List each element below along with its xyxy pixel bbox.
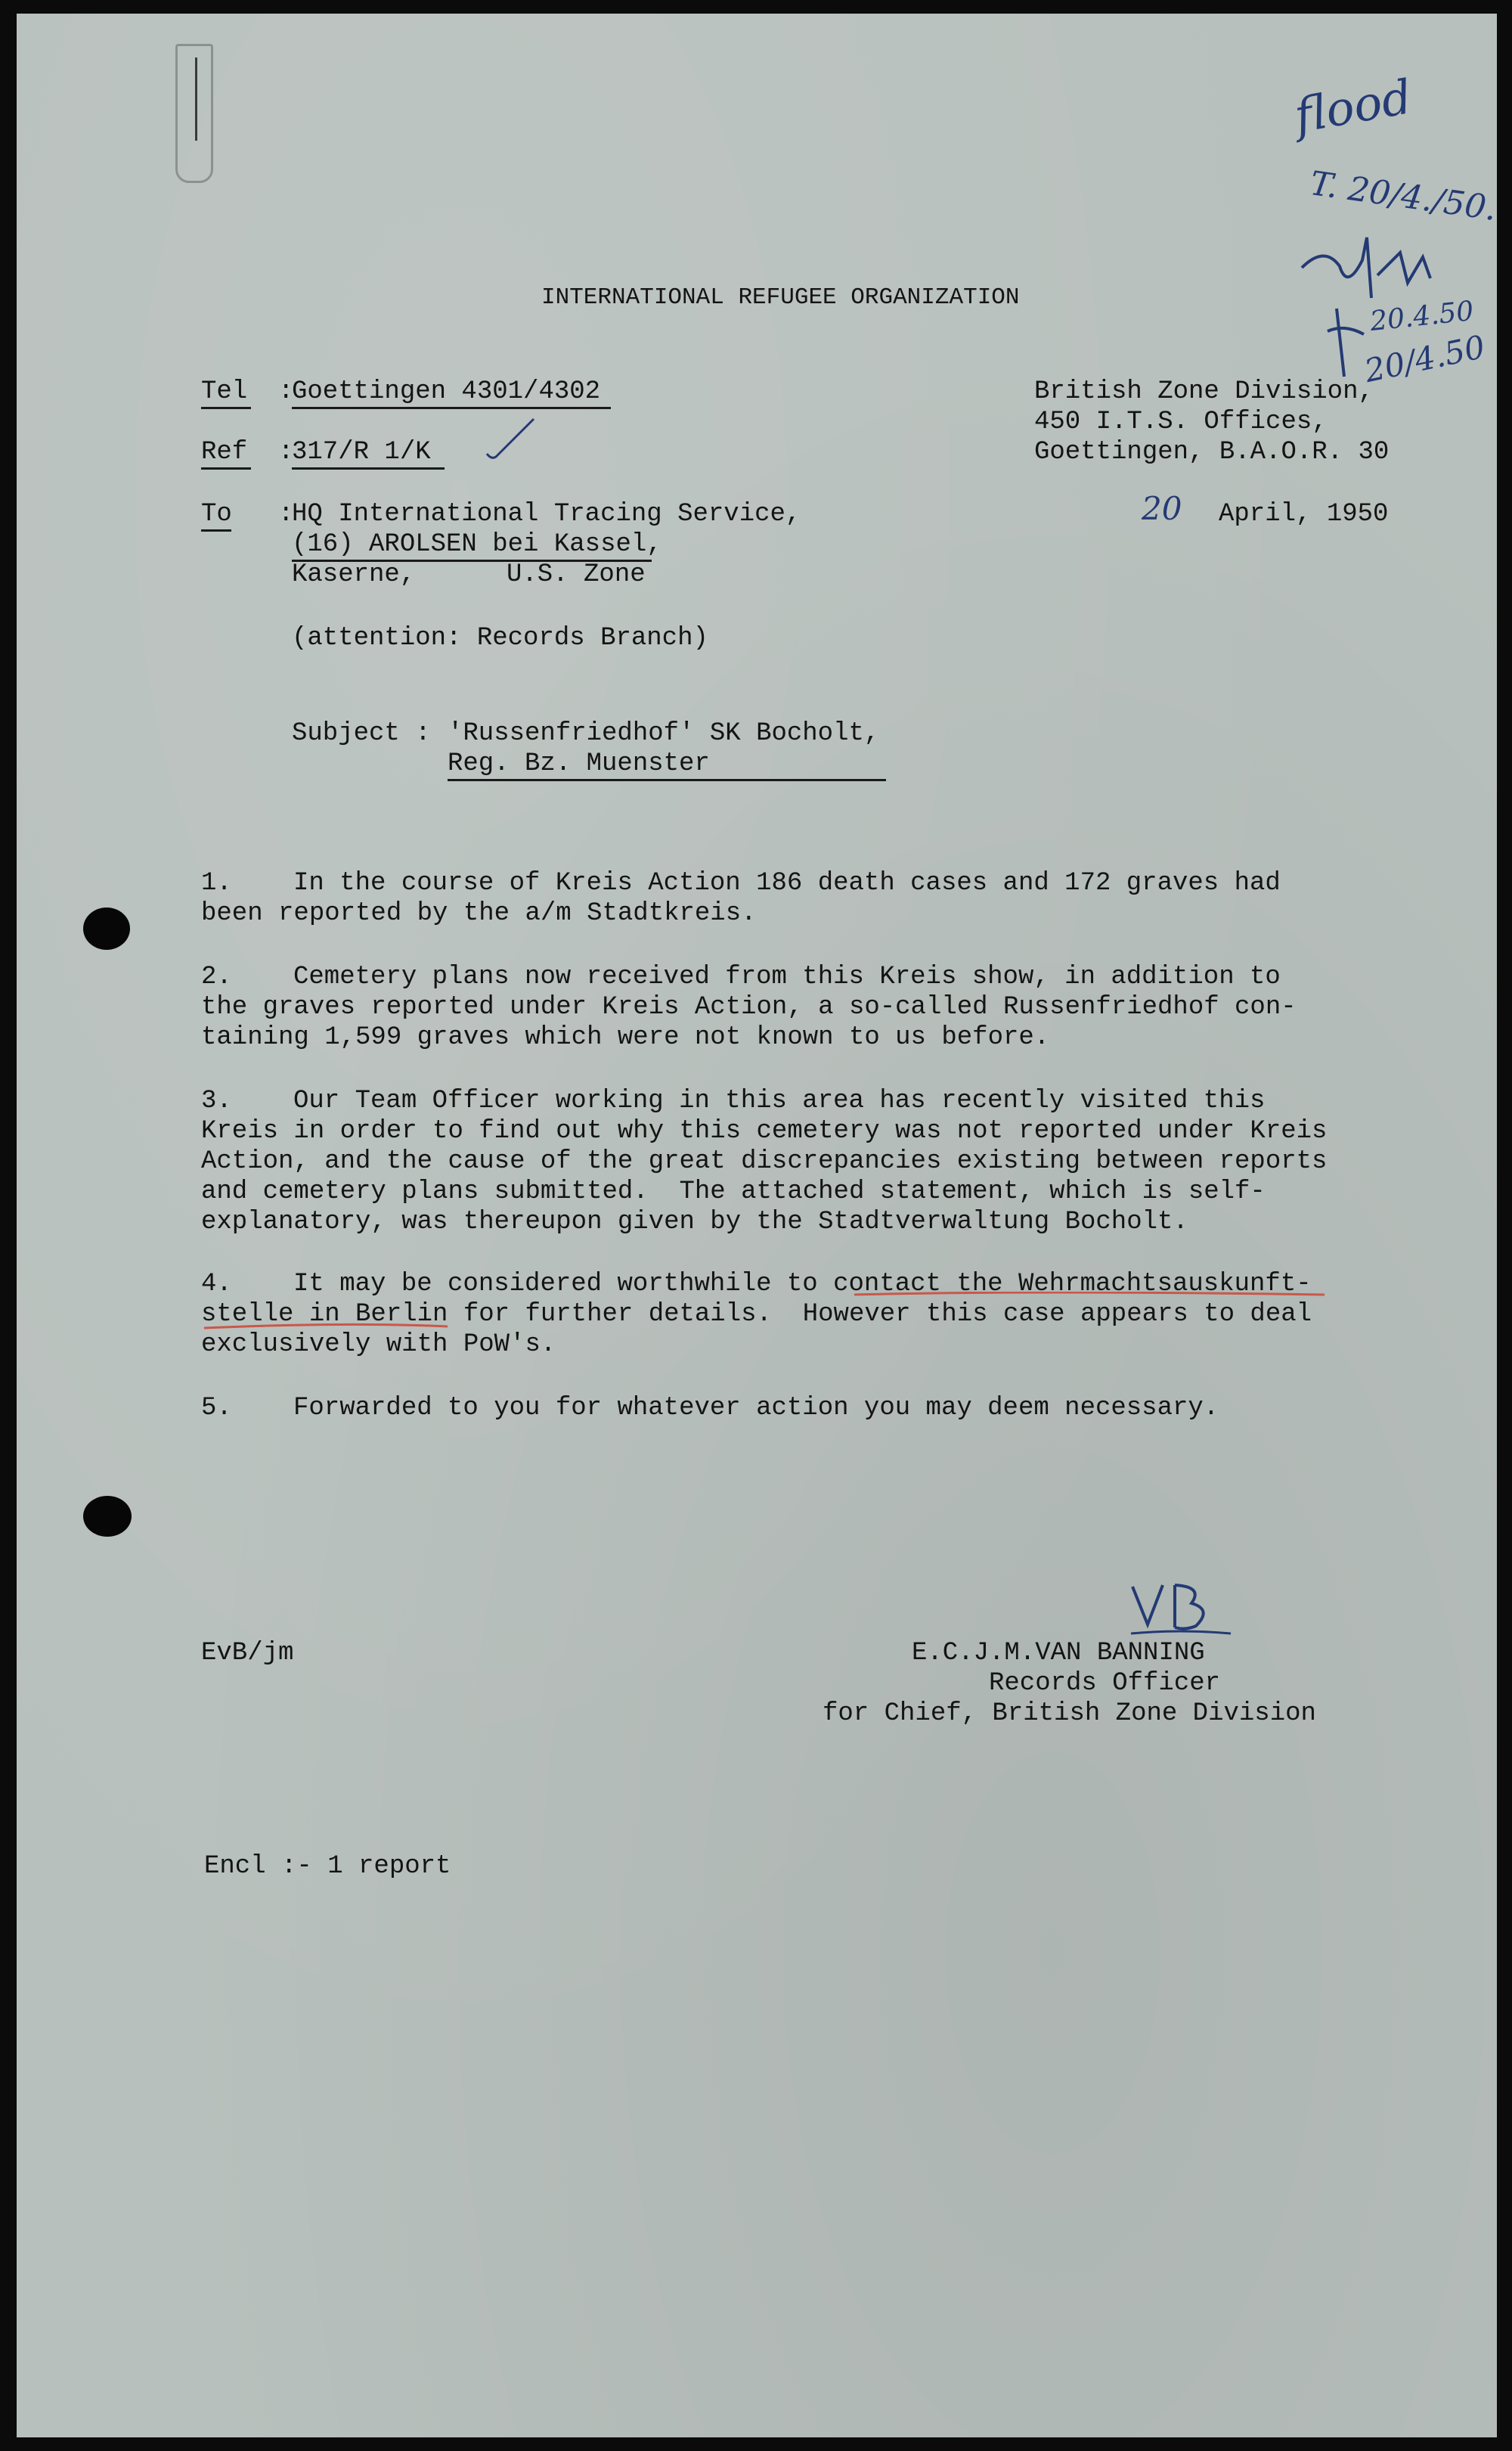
document-page: [17, 14, 1497, 2437]
paragraph-4-line-3: exclusively with PoW's.: [201, 1330, 556, 1359]
paragraph-2-line-2: the graves reported under Kreis Action, a so-called Russenfriedhof con-: [201, 993, 1297, 1022]
red-pencil-underline: [198, 1292, 1347, 1337]
paragraph-3-line-1: Our Team Officer working in this area has recently visited this: [293, 1087, 1266, 1115]
tel-label: Tel: [201, 377, 248, 406]
paragraph-4-number: 4.: [201, 1270, 232, 1298]
punch-hole-top: [83, 907, 130, 950]
to-separator: :: [278, 500, 294, 529]
organization-title: INTERNATIONAL REFUGEE ORGANIZATION: [541, 284, 1020, 311]
paragraph-2-number: 2.: [201, 963, 232, 991]
typist-reference: EvB/jm: [201, 1639, 294, 1668]
to-line-1: HQ International Tracing Service,: [292, 500, 801, 529]
date-day-handwritten: 20: [1142, 490, 1182, 527]
subject-underline: [448, 779, 886, 781]
to-line-2: (16) AROLSEN bei Kassel,: [292, 530, 662, 559]
handwritten-note-date-1: T. 20/4./50.: [1307, 163, 1499, 229]
paragraph-3-line-4: and cemetery plans submitted. The attached statement, which is self-: [201, 1177, 1266, 1206]
paragraph-1-line-1: In the course of Kreis Action 186 death cases and 172 graves had: [293, 869, 1281, 898]
paragraph-2-line-1: Cemetery plans now received from this Kreis show, in addition to: [293, 963, 1281, 991]
paragraph-4-line-1: It may be considered worthwhile to contact the Wehrmachtsauskunft-: [293, 1270, 1312, 1298]
subject-line-1: 'Russenfriedhof' SK Bocholt,: [448, 719, 880, 748]
to-label-underline: [201, 529, 231, 532]
signature-for-line: for Chief, British Zone Division: [823, 1699, 1316, 1728]
paragraph-3-line-5: explanatory, was thereupon given by the Stadtverwaltung Bocholt.: [201, 1208, 1188, 1236]
ref-value: 317/R 1/K: [292, 438, 431, 467]
subject-line-2: Reg. Bz. Muenster: [448, 749, 710, 778]
date-rest: April, 1950: [1219, 500, 1389, 529]
handwritten-note-flood: flood: [1290, 69, 1416, 144]
paragraph-4-line-2: stelle in Berlin for further details. However this case appears to deal: [201, 1300, 1312, 1329]
to-line-3: Kaserne,: [292, 560, 416, 589]
paragraph-3-line-3: Action, and the cause of the great discrepancies existing between reports: [201, 1147, 1328, 1176]
sender-address-line-3: Goettingen, B.A.O.R. 30: [1034, 438, 1390, 467]
paragraph-5-line-1: Forwarded to you for whatever action you may deem necessary.: [293, 1394, 1219, 1423]
handwritten-side-stroke: [1321, 301, 1374, 384]
attention-line: (attention: Records Branch): [292, 624, 708, 653]
ref-value-underline: [292, 467, 445, 470]
to-line-4: U.S. Zone: [507, 560, 646, 589]
paragraph-3-number: 3.: [201, 1087, 232, 1115]
ref-label: Ref: [201, 438, 248, 467]
to-label: To: [201, 500, 232, 529]
paragraph-1-line-2: been reported by the a/m Stadtkreis.: [201, 899, 757, 928]
subject-label: Subject :: [292, 719, 431, 748]
handwritten-note-date-2: 20.4.50: [1368, 295, 1476, 338]
sender-address-line-2: 450 I.T.S. Offices,: [1034, 408, 1328, 436]
punch-hole-bottom: [83, 1496, 132, 1537]
signature-name: E.C.J.M.VAN BANNING: [912, 1639, 1205, 1668]
staple-mark: [175, 44, 213, 183]
paragraph-3-line-2: Kreis in order to find out why this cemetery was not reported under Kreis: [201, 1117, 1328, 1146]
tel-separator: :: [278, 377, 294, 406]
tel-value: Goettingen 4301/4302: [292, 377, 601, 406]
staple-line: [195, 57, 197, 141]
check-mark: [484, 416, 537, 463]
tel-label-underline: [201, 407, 251, 409]
sender-address-line-1: British Zone Division,: [1034, 377, 1374, 406]
ref-separator: :: [278, 438, 294, 467]
paragraph-5-number: 5.: [201, 1394, 232, 1423]
paragraph-1-number: 1.: [201, 869, 232, 898]
signature-title: Records Officer: [989, 1669, 1221, 1698]
handwritten-note-date-3: 20/4.50: [1361, 327, 1489, 390]
paragraph-2-line-3: taining 1,599 graves which were not known to us before.: [201, 1023, 1050, 1052]
signature-initials-mark: [1128, 1579, 1234, 1640]
tel-value-underline: [292, 407, 611, 409]
ref-label-underline: [201, 467, 251, 470]
enclosure-note: Encl :- 1 report: [204, 1852, 451, 1881]
